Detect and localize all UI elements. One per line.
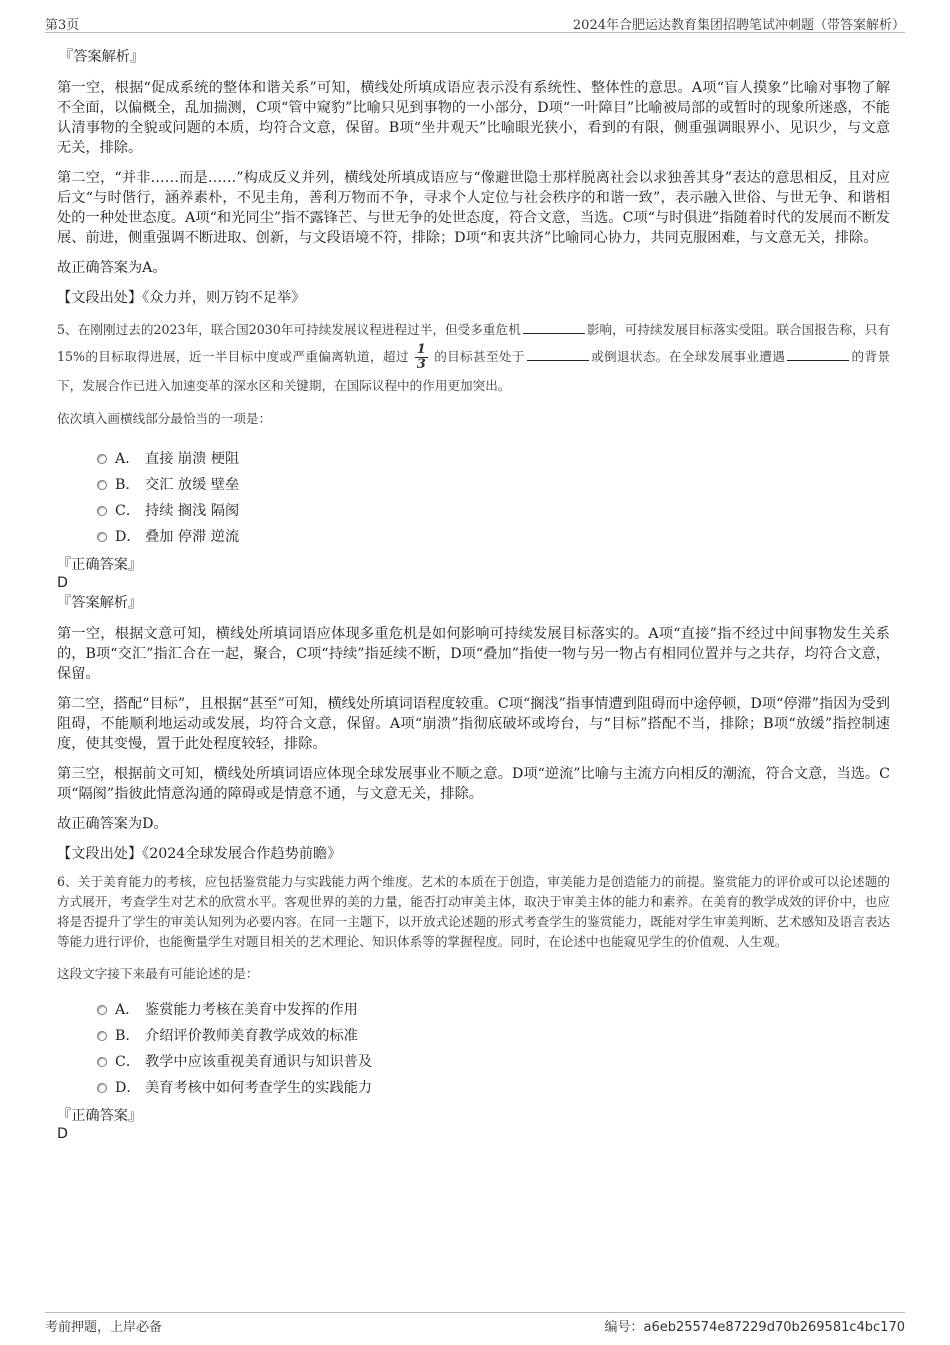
page-number: 第3页 xyxy=(45,18,80,33)
q6-correct-answer: D xyxy=(57,1126,68,1142)
q5-stem xyxy=(57,316,890,399)
q6-prompt: 这段文字接下来最有可能论述的是： xyxy=(57,966,259,981)
q5-stem-part-2: 影响，可持续发展目标落实受阻。联合国报告称，只有15%的目标取得进展，近一半目标中度或严重偏离轨道，超过 xyxy=(57,322,890,364)
footer-slogan: 考前押题，上岸必备 xyxy=(45,1320,163,1335)
q4-source: 【文段出处】《众力并，则万钧不足举》 xyxy=(57,290,306,306)
q4-analysis-label: 『答案解析』 xyxy=(59,49,145,65)
q4-conclusion: 故正确答案为A。 xyxy=(57,260,167,276)
radio-icon[interactable] xyxy=(97,1057,107,1067)
radio-icon[interactable] xyxy=(97,506,107,516)
radio-icon[interactable] xyxy=(97,1031,107,1041)
q4-analysis-para-1: 第一空，根据“促成系统的整体和谐关系”可知，横线处所填成语应表示没有系统性、整体性的意思。A项“盲人摸象”比喻对事物了解不全面，以偏概全，乱加揣测，C项“管中窥豹”比喻只见到事物的一小部分，D项“一叶障目”比喻被局部的或暂时的现象所迷惑，不能认清事物的全貌或问题的本质，均符合文意，保留。B项“坐井观天”比喻眼光狭小，看到的有限，侧重强调眼界小、见识少，与文意无关，排除。 xyxy=(57,80,890,156)
q6-stem: 6、关于美育能力的考核，应包括鉴赏能力与实践能力两个维度。艺术的本质在于创造，审美能力是创造能力的前提。鉴赏能力的评价或可以论述题的方式展开，考查学生对艺术的欣赏水平。客观世界的美的力量，能否打动审美主体，取决于审美主体的能力和素养。在美育的教学成效的评价中，也应将是否提升了学生的审美认知列为必要内容。在同一主题下，以开放式论述题的形式考查学生的鉴赏能力，既能对学生审美判断、艺术感知及语言表达等能力进行评价，也能衡量学生对题目相关的艺术理论、知识体系等的掌握程度。同时，在论述中也能窥见学生的价值观、人生观。 xyxy=(57,874,890,949)
q6-option-c[interactable]: C． 教学中应该重视美育通识与知识普及 xyxy=(57,1049,890,1075)
q5-option-d[interactable]: D． 叠加 停滞 逆流 xyxy=(57,524,890,550)
q5-option-b[interactable]: B． 交汇 放缓 壁垒 xyxy=(57,472,890,498)
one-third-fraction xyxy=(415,343,428,372)
q5-stem-part-5: 的背景下，发展合作已进入加速变革的深水区和关键期，在国际议程中的作用更加突出。 xyxy=(57,349,891,393)
radio-icon[interactable] xyxy=(97,454,107,464)
page-header xyxy=(45,12,905,33)
document-title: 2024年合肥运达教育集团招聘笔试冲刺题（带答案解析） xyxy=(572,18,905,33)
q6-option-d[interactable]: D． 美育考核中如何考查学生的实践能力 xyxy=(57,1075,890,1101)
q5-analysis-para-2: 第二空，搭配“目标”，且根据“甚至”可知，横线处所填词语程度较重。C项“搁浅”指事情遭到阻碍而中途停顿，D项“停滞”指因为受到阻碍，不能顺利地运动或发展，均符合文意，保留。A项“崩溃”指彻底破坏或垮台，与“目标”搭配不当，排除；B项“放缓”指控制速度，使其变慢，置于此处程度较轻，排除。 xyxy=(57,696,890,752)
q5-analysis-para-1: 第一空，根据文意可知，横线处所填词语应体现多重危机是如何影响可持续发展目标落实的。A项“直接”指不经过中间事物发生关系的，B项“交汇”指汇合在一起，聚合，C项“持续”指延续不断，D项“叠加”指使一物与另一物占有相同位置并与之共存，均符合文意，保留。 xyxy=(57,626,890,682)
q6-options xyxy=(57,997,890,1101)
q5-option-a[interactable]: A． 直接 崩溃 梗阻 xyxy=(57,446,890,472)
q5-blank-2 xyxy=(527,346,589,361)
q5-option-c[interactable]: C． 持续 搁浅 隔阂 xyxy=(57,498,890,524)
q6-correct-label: 『正确答案』 xyxy=(57,1108,143,1124)
radio-icon[interactable] xyxy=(97,1005,107,1015)
q5-source: 【文段出处】《2024全球发展合作趋势前瞻》 xyxy=(57,846,342,862)
q5-analysis-para-3: 第三空，根据前文可知，横线处所填词语应体现全球发展事业不顺之意。D项“逆流”比喻与主流方向相反的潮流，符合文意，当选。C项“隔阂”指彼此情意沟通的障碍或是情意不通，与文意无关，排除。 xyxy=(57,766,890,802)
q5-options xyxy=(57,446,890,550)
page-footer xyxy=(45,1312,905,1337)
q5-stem-part-3: 的目标甚至处于 xyxy=(433,349,525,364)
q5-blank-3 xyxy=(787,346,849,361)
q5-correct-label: 『正确答案』 xyxy=(57,557,143,573)
fraction-numerator: 1 xyxy=(416,342,426,357)
footer-code xyxy=(604,1316,905,1335)
footer-code-value: a6eb25574e87229d70b269581c4bc170 xyxy=(643,1320,905,1335)
q5-stem-part-4: 或倒退状态。在全球发展事业遭遇 xyxy=(590,349,786,364)
q5-prompt: 依次填入画横线部分最恰当的一项是： xyxy=(57,411,272,426)
q5-blank-1 xyxy=(523,319,585,334)
q5-stem-part-1: 5、在刚刚过去的2023年，联合国2030年可持续发展议程进程过半，但受多重危机 xyxy=(57,322,521,337)
q6-option-a[interactable]: A． 鉴赏能力考核在美育中发挥的作用 xyxy=(57,997,890,1023)
page-content xyxy=(57,48,890,1143)
footer-code-label: 编号： xyxy=(604,1320,644,1335)
radio-icon[interactable] xyxy=(97,480,107,490)
q6-option-b[interactable]: B． 介绍评价教师美育教学成效的标准 xyxy=(57,1023,890,1049)
radio-icon[interactable] xyxy=(97,532,107,542)
fraction-denominator: 3 xyxy=(416,357,426,372)
q4-analysis-para-2: 第二空，“并非……而是……”构成反义并列，横线处所填成语应与“像避世隐士那样脱离社会以求独善其身”表达的意思相反，且对应后文“与时偕行，涵养素朴，不见圭角，善利万物而不争，寻求个人定位与社会秩序的和谐一致”，表示融入世俗、与世无争、和谐相处的一种处世态度。A项“和光同尘”指不露锋芒、与世无争的处世态度，符合文意，当选。C项“与时俱进”指随着时代的发展而不断发展、前进，侧重强调不断进取、创新，与文段语境不符，排除；D项“和衷共济”比喻同心协力，共同克服困难，与文意无关，排除。 xyxy=(57,170,890,246)
q5-correct-answer: D xyxy=(57,575,68,591)
radio-icon[interactable] xyxy=(97,1083,107,1093)
q5-analysis-label: 『答案解析』 xyxy=(57,595,143,611)
q5-conclusion: 故正确答案为D。 xyxy=(57,816,168,832)
